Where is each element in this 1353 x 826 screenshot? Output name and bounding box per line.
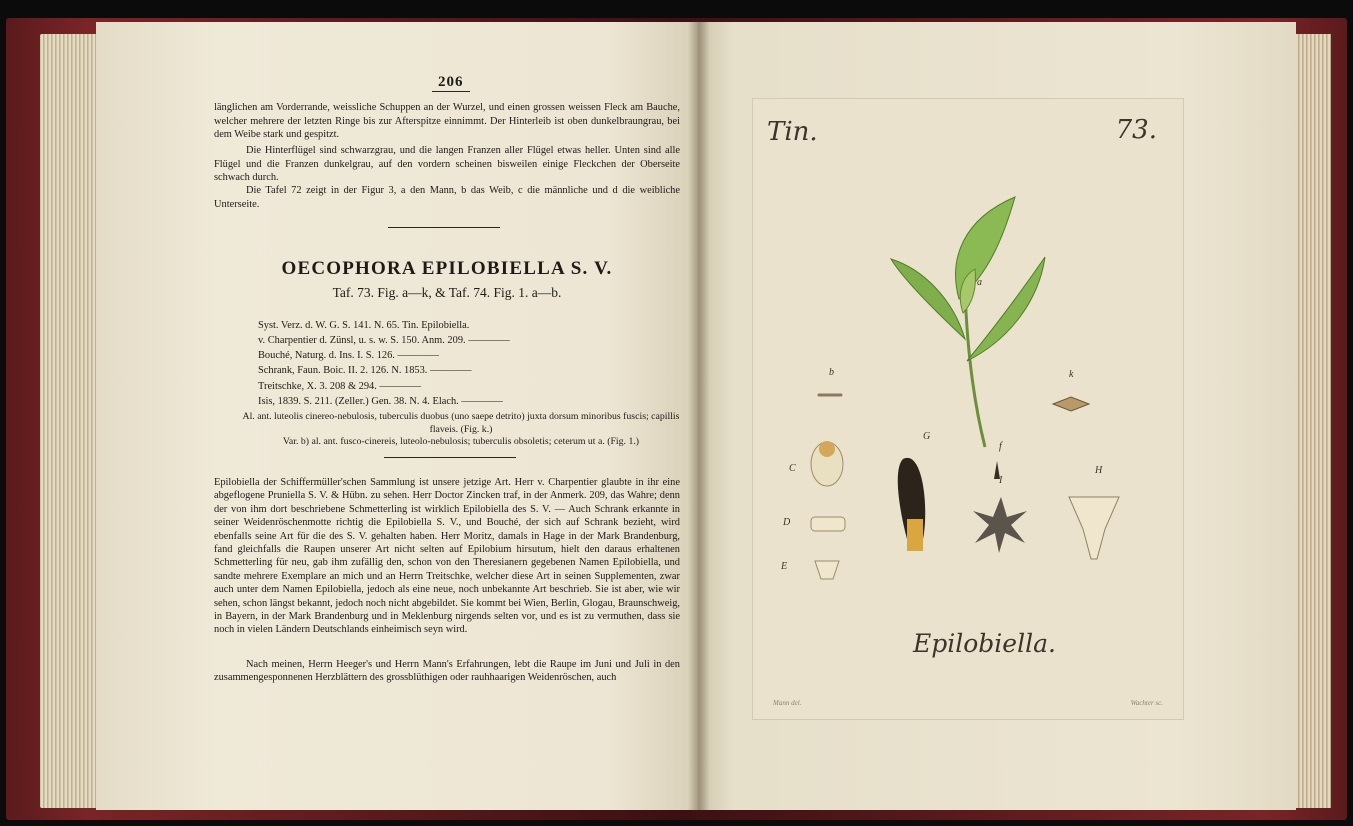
intro-paragraph-3: Die Tafel 72 zeigt in der Figur 3, a den Mann, b das Weib, c die männliche und d die weibliche Unterseite. bbox=[214, 185, 680, 210]
figure-label: I bbox=[999, 475, 1003, 486]
plate-number: 73. bbox=[1115, 115, 1157, 145]
genus-label: Tin. bbox=[767, 117, 818, 147]
illustration-plate bbox=[752, 98, 1184, 720]
figure-label: k bbox=[1069, 369, 1074, 380]
book-gutter bbox=[688, 22, 710, 810]
page-edges-right bbox=[1291, 34, 1331, 808]
figure-i-star-icon bbox=[973, 497, 1027, 553]
figure-label: E bbox=[781, 561, 788, 572]
figure-label: D bbox=[783, 517, 791, 528]
variety-text: Var. b) al. ant. fusco-cinereis, luteolo-nebulosis; tuberculis obsoletis; ceterum ut a. (Fig. 1.) bbox=[282, 436, 640, 447]
figure-label: f bbox=[999, 441, 1002, 452]
synonym-line: Schrank, Faun. Boic. II. 2. 126. N. 1853. ———— bbox=[258, 365, 472, 376]
body-paragraph: Epilobiella der Schiffermüller'schen Sammlung ist unsere jetzige Art. Herr v. Charpentier glaubte in ihr eine abgeflogene Pruniella S. V. & Hübn. zu sehen. Herr Doctor Zincken traf, in der Anmerk. 209, das Wahre; denn der von ihm dort beschriebene Schmetterling ist wirklich Epilobiella des S. V. — Auch Schrank erkannte in seiner Weidenröschenmotte richtig die Epilobiella S. V., und Bouché, der sich auf Schrank bezieht, wird ebenfalls seine Art für die des S. V. gehalten haben. Herr Moritz, damals in Hage in der Mark Brandenburg, fand gleichfalls die Raupen unserer Art nicht selten auf Epilobium hirsutum, hielt den daraus erhaltenen Schmetterling für neu, gab ihm zufällig den, schon von den Theresianern gegebenen Namen Epilobiella, und sandte mehrere Exemplare an mich und an Herrn Treitschke, welcher diese Art in seinen Supplementen, zwar auch unter dem Namen Epilobiella, jedoch als eine neue, noch unbekannte Art beschrieb. Sie ist aber, wie wir sehen, schon längst bekannt, jedoch noch nicht abgebildet. Sie kommt bei Wien, Berlin, Glogau, Braunschweig, in Bayern, in der Mark Brandenburg und in Meklenburg nirgends selten vor, und es ist zu vermuthen, dass sie noch in vielen Ländern Deutschlands einheimisch seyn wird. bbox=[214, 477, 680, 636]
figure-label: C bbox=[789, 463, 796, 474]
intro-paragraph-1: länglichen am Vorderrande, weissliche Schuppen an der Wurzel, und einen grossen weissen Fleck am Bauche, welcher mehrere der letzten Ringe bis zur Afterspitze einnimmt. Der Hinterleib ist oben dunkelbraungrau, bei dem Weibe stark und gespitzt. bbox=[214, 102, 680, 141]
synonym-line: v. Charpentier d. Zünsl, u. s. w. S. 150. Anm. 209. ———— bbox=[258, 335, 510, 346]
section-divider bbox=[388, 227, 500, 228]
figure-h-icon bbox=[1069, 497, 1119, 559]
figure-label: H bbox=[1095, 465, 1103, 476]
synonym-line: Treitschke, X. 3. 208 & 294. ———— bbox=[258, 381, 421, 392]
species-caption: Epilobiella. bbox=[913, 629, 1056, 658]
plant-stem bbox=[965, 289, 985, 447]
intro-paragraph-2: Die Hinterflügel sind schwarzgrau, und die langen Franzen aller Flügel etwas heller. Unten sind alle Flügel und die Franzen dunkelgrau, auf den vordern scheinen bisweilen einige Fleckchen der Oberseite schwach durch. bbox=[214, 145, 680, 184]
plate-drawings bbox=[753, 99, 1185, 721]
figure-label: b bbox=[829, 367, 834, 378]
engraver-credit: Wachter sc. bbox=[1130, 699, 1163, 707]
synonym-line: Isis, 1839. S. 211. (Zeller.) Gen. 38. N. 4. Elach. ———— bbox=[258, 396, 503, 407]
synonym-line: Bouché, Naturg. d. Ins. I. S. 126. ———— bbox=[258, 350, 440, 361]
figure-e-icon bbox=[815, 561, 839, 579]
section-divider bbox=[384, 457, 516, 458]
page-number: 206 bbox=[432, 74, 470, 92]
species-title: OECOPHORA EPILOBIELLA S. V. bbox=[281, 258, 613, 279]
leaf-left bbox=[891, 259, 965, 339]
artist-credit: Mann del. bbox=[773, 699, 802, 707]
moth-k-icon bbox=[1053, 397, 1089, 411]
synonym-line: Syst. Verz. d. W. G. S. 141. N. 65. Tin. Epilobiella. bbox=[258, 320, 470, 331]
figure-label: G bbox=[923, 431, 931, 442]
plate-reference: Taf. 73. Fig. a—k, & Taf. 74. Fig. 1. a—b. bbox=[332, 285, 562, 300]
figure-d-icon bbox=[811, 517, 845, 531]
body-paragraph-2: Nach meinen, Herrn Heeger's und Herrn Mann's Erfahrungen, lebt die Raupe im Juni und Juli in den zusammengesponnenen Herzblättern des grossblüthigen oder rauhhaarigen Weidenröschen, auch bbox=[214, 659, 680, 684]
page-edges-left bbox=[40, 34, 104, 808]
figure-label: a bbox=[977, 277, 982, 288]
diagnosis-text: Al. ant. luteolis cinereo-nebulosis, tuberculis duobus (uno saepe detrito) juxta dorsum minoribus fuscis; capillis flaveis. (Fig. k.) bbox=[242, 411, 680, 435]
